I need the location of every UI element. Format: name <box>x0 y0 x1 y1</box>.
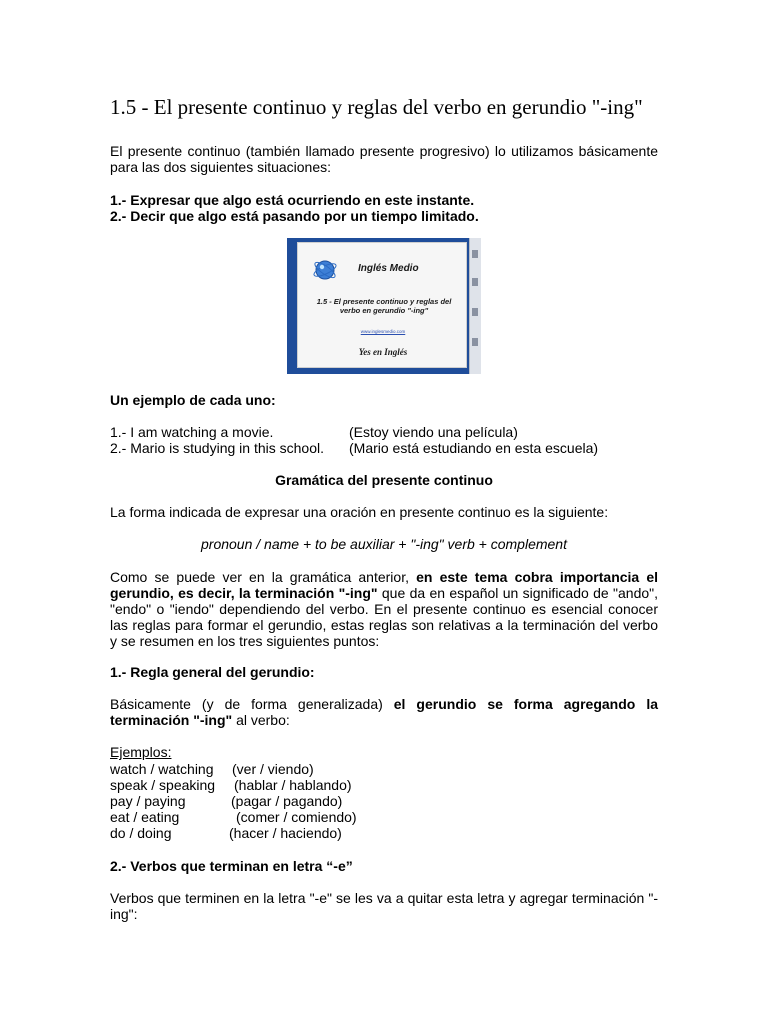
grammar-formula: pronoun / name + to be auxiliar + "-ing" verb + complement <box>201 536 567 552</box>
gerund-paragraph-part2: que da en español un significado de "ando", "endo" o "iendo" dependiendo del verbo. En el presente continuo es esencial conocer las reglas para formar el gerundio, estas reglas son relativas a la terminación del verbo y se resumen en los tres siguientes puntos: <box>110 585 658 649</box>
gerund-paragraph <box>110 569 658 649</box>
page-title: 1.5 - El presente continuo y reglas del verbo en gerundio "-ing" <box>110 95 643 119</box>
cover-title: 1.5 - El presente continuo y reglas del verbo en gerundio "-ing" <box>316 297 452 315</box>
verb-spanish: (pagar / pagando) <box>231 793 343 809</box>
grammar-intro: La forma indicada de expresar una oración en presente continuo es la siguiente: <box>110 504 609 520</box>
rule1-part2: al verbo: <box>236 712 290 728</box>
example-spanish: (Estoy viendo una película) <box>349 424 518 440</box>
example-spanish: (Mario está estudiando en esta escuela) <box>349 440 599 456</box>
gerund-paragraph-part1: Como se puede ver en la gramática anterior, <box>110 569 409 585</box>
cover-side-strip <box>469 238 481 374</box>
cover-header: Inglés Medio <box>358 263 419 274</box>
rule1-highlight: el gerundio se forma agregando la terminación "-ing" <box>110 696 659 728</box>
rule2-heading: 2.- Verbos que terminan en letra “-e” <box>110 858 353 874</box>
verb-english: speak / speaking <box>110 777 216 793</box>
verb-english: pay / paying <box>110 793 186 809</box>
situation-1: 1.- Expresar que algo está ocurriendo en este instante. <box>110 192 475 208</box>
verb-spanish: (hacer / haciendo) <box>229 825 342 841</box>
gerund-paragraph-highlight: en este tema cobra importancia el gerundio, es decir, la terminación "-ing" <box>110 569 659 601</box>
example-english: 1.- I am watching a movie. <box>110 424 274 440</box>
strip-mark <box>472 250 478 258</box>
globe-logo-icon <box>312 257 338 283</box>
strip-mark <box>472 278 478 286</box>
verb-spanish: (comer / comiendo) <box>236 809 357 825</box>
rule2-paragraph: Verbos que terminen en la letra "-e" se les va a quitar esta letra y agregar terminación "-ing": <box>110 890 658 922</box>
rule1-heading: 1.- Regla general del gerundio: <box>110 664 315 680</box>
rule1-part1: Básicamente (y de forma generalizada) <box>110 696 383 712</box>
strip-mark <box>472 338 478 346</box>
cover-signature: Yes en Inglés <box>358 347 408 357</box>
grammar-heading: Gramática del presente continuo <box>275 472 493 488</box>
strip-mark <box>472 308 478 316</box>
rule1-paragraph <box>110 696 658 728</box>
situation-2: 2.- Decir que algo está pasando por un tiempo limitado. <box>110 208 479 224</box>
verb-spanish: (ver / viendo) <box>232 761 314 777</box>
example-heading: Un ejemplo de cada uno: <box>110 392 276 408</box>
example-english: 2.- Mario is studying in this school. <box>110 440 324 456</box>
verb-spanish: (hablar / hablando) <box>234 777 352 793</box>
verb-english: do / doing <box>110 825 172 841</box>
verb-english: watch / watching <box>110 761 214 777</box>
verb-english: eat / eating <box>110 809 180 825</box>
cover-card <box>297 242 467 368</box>
examples-label: Ejemplos: <box>110 744 172 760</box>
lesson-cover-image <box>287 238 481 374</box>
intro-paragraph: El presente continuo (también llamado presente progresivo) lo utilizamos básicamente para las dos siguientes situaciones: <box>110 143 658 175</box>
cover-link: www.inglesmedio.com <box>360 329 406 334</box>
